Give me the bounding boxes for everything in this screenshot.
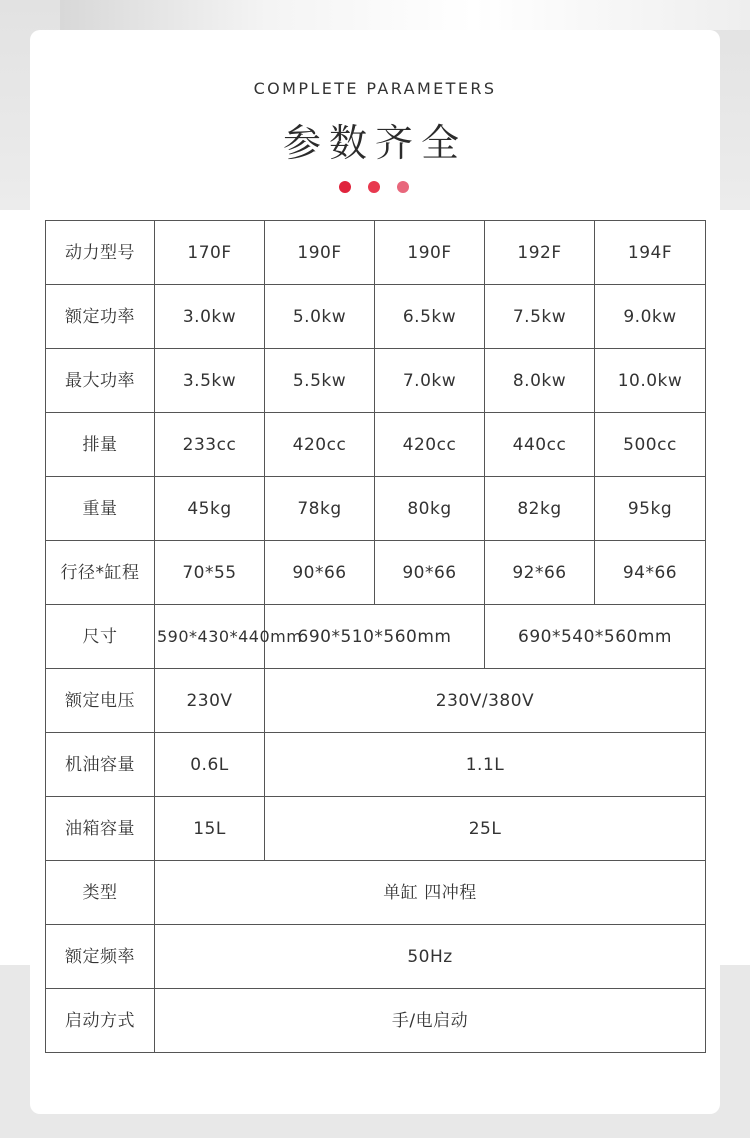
table-cell: 手/电启动 — [155, 989, 706, 1053]
table-cell: 9.0kw — [595, 285, 706, 349]
table-cell: 3.5kw — [155, 349, 265, 413]
table-cell: 10.0kw — [595, 349, 706, 413]
table-cell: 190F — [375, 221, 485, 285]
table-cell: 500cc — [595, 413, 706, 477]
table-cell: 190F — [265, 221, 375, 285]
table-cell: 420cc — [265, 413, 375, 477]
table-cell: 170F — [155, 221, 265, 285]
table-row-start-method — [46, 989, 706, 1053]
table-row-rated-voltage — [46, 669, 706, 733]
page-background-highlight — [60, 0, 750, 30]
table-row-rated-frequency — [46, 925, 706, 989]
table-cell: 95kg — [595, 477, 706, 541]
table-cell: 单缸 四冲程 — [155, 861, 706, 925]
table-row-type — [46, 861, 706, 925]
table-cell: 25L — [265, 797, 706, 861]
table-cell: 7.5kw — [485, 285, 595, 349]
row-label: 排量 — [46, 413, 155, 477]
table-cell: 90*66 — [265, 541, 375, 605]
table-cell: 233cc — [155, 413, 265, 477]
table-row-weight — [46, 477, 706, 541]
row-label: 类型 — [46, 861, 155, 925]
row-label: 额定电压 — [46, 669, 155, 733]
table-cell: 8.0kw — [485, 349, 595, 413]
table-cell: 94*66 — [595, 541, 706, 605]
table-cell: 82kg — [485, 477, 595, 541]
parameters-table — [45, 220, 706, 1053]
dot-3 — [397, 181, 409, 193]
table-cell: 690*510*560mm — [265, 605, 485, 669]
table-row-displacement — [46, 413, 706, 477]
table-cell: 230V/380V — [265, 669, 706, 733]
table-cell: 50Hz — [155, 925, 706, 989]
row-label: 额定频率 — [46, 925, 155, 989]
table-cell: 194F — [595, 221, 706, 285]
section-title-english: COMPLETE PARAMETERS — [253, 79, 497, 98]
table-cell: 5.5kw — [265, 349, 375, 413]
table-cell: 15L — [155, 797, 265, 861]
table-row-size — [46, 605, 706, 669]
table-cell: 420cc — [375, 413, 485, 477]
table-cell: 230V — [155, 669, 265, 733]
table-cell: 78kg — [265, 477, 375, 541]
table-cell: 590*430*440mm — [155, 605, 265, 669]
table-row-bore-stroke — [46, 541, 706, 605]
table-cell: 440cc — [485, 413, 595, 477]
row-label: 油箱容量 — [46, 797, 155, 861]
table-row-tank-capacity — [46, 797, 706, 861]
dot-1 — [339, 181, 351, 193]
table-cell: 70*55 — [155, 541, 265, 605]
row-label: 最大功率 — [46, 349, 155, 413]
table-cell: 90*66 — [375, 541, 485, 605]
table-cell: 6.5kw — [375, 285, 485, 349]
table-cell: 1.1L — [265, 733, 706, 797]
table-row-max-power — [46, 349, 706, 413]
table-cell: 92*66 — [485, 541, 595, 605]
table-cell: 192F — [485, 221, 595, 285]
table-row-rated-power — [46, 285, 706, 349]
row-label: 动力型号 — [46, 221, 155, 285]
row-label: 机油容量 — [46, 733, 155, 797]
table-cell: 3.0kw — [155, 285, 265, 349]
table-cell: 45kg — [155, 477, 265, 541]
table-row-oil-capacity — [46, 733, 706, 797]
row-label: 额定功率 — [46, 285, 155, 349]
table-cell: 0.6L — [155, 733, 265, 797]
row-label: 尺寸 — [46, 605, 155, 669]
decorative-dots — [339, 181, 409, 193]
section-title-chinese: 参数齐全 — [282, 121, 467, 165]
row-label: 重量 — [46, 477, 155, 541]
table-cell: 690*540*560mm — [485, 605, 706, 669]
table-cell: 80kg — [375, 477, 485, 541]
table-row-model — [46, 221, 706, 285]
table-cell: 7.0kw — [375, 349, 485, 413]
row-label: 行径*缸程 — [46, 541, 155, 605]
row-label: 启动方式 — [46, 989, 155, 1053]
table-cell: 5.0kw — [265, 285, 375, 349]
dot-2 — [368, 181, 380, 193]
